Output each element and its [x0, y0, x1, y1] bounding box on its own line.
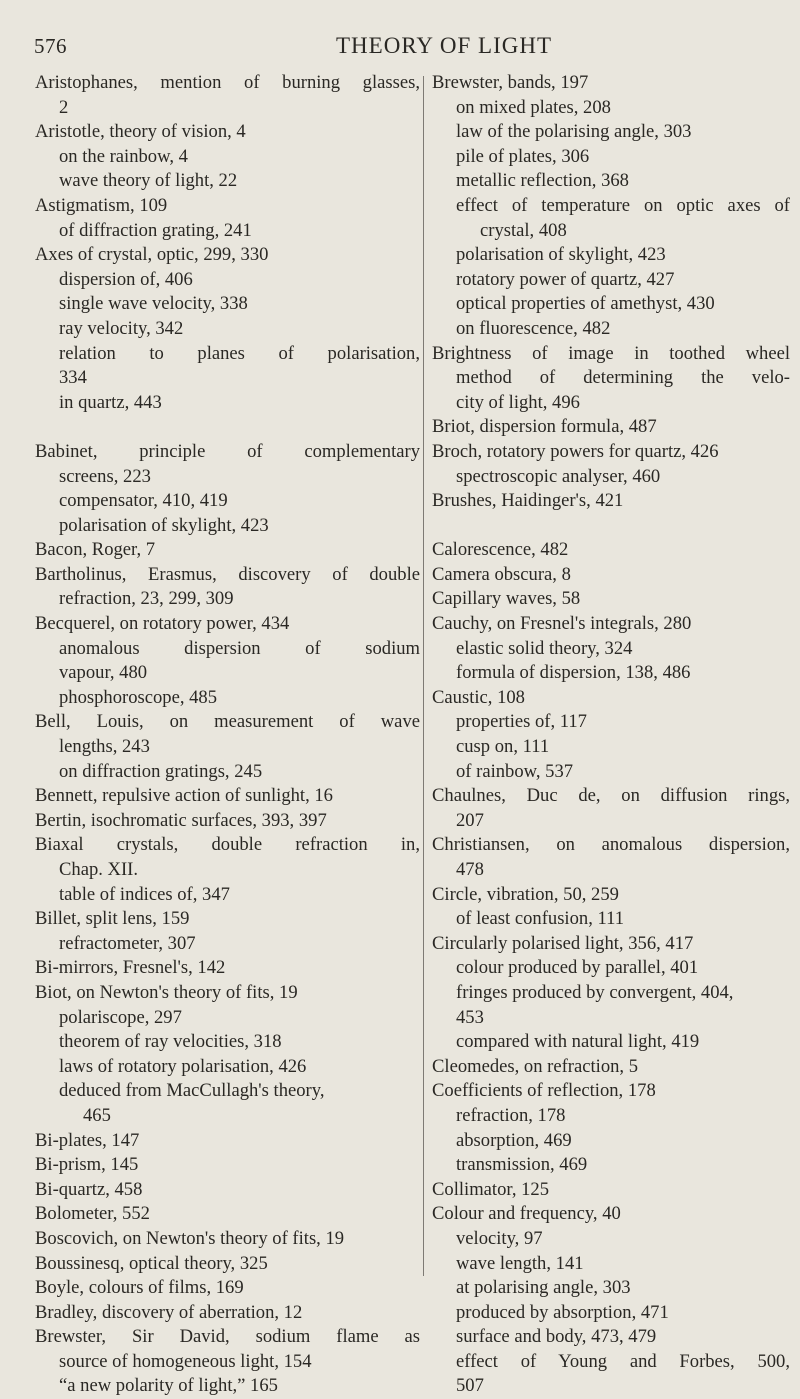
index-entry: Boscovich, on Newton's theory of fits, 19: [35, 1227, 345, 1249]
index-subentry: screens, 223: [59, 465, 151, 487]
index-subentry: at polarising angle, 303: [456, 1277, 631, 1299]
index-entry: Bi-mirrors, Fresnel's, 142: [35, 957, 226, 979]
index-entry: Calorescence, 482: [432, 539, 569, 561]
index-column-right: [432, 71, 790, 1399]
index-subentry: produced by absorption, 471: [456, 1301, 669, 1323]
index-subentry: method of determining the velo-: [456, 367, 790, 389]
index-entry: Coefficients of reflection, 178: [432, 1080, 656, 1102]
index-subentry: anomalous dispersion of sodium: [59, 637, 420, 659]
page-header: [0, 30, 800, 60]
index-subentry: 2: [59, 96, 69, 118]
index-subentry: table of indices of, 347: [59, 883, 230, 905]
index-entry: Bi-quartz, 458: [35, 1178, 143, 1200]
index-subentry: source of homogeneous light, 154: [59, 1350, 312, 1372]
index-subentry: polarisation of skylight, 423: [59, 514, 269, 536]
index-subentry: theorem of ray velocities, 318: [59, 1031, 282, 1053]
index-entry: Circularly polarised light, 356, 417: [432, 932, 694, 954]
index-subentry: optical properties of amethyst, 430: [456, 293, 715, 315]
index-subentry: formula of dispersion, 138, 486: [456, 662, 691, 684]
index-entry: Boyle, colours of films, 169: [35, 1277, 244, 1299]
index-entry: Aristotle, theory of vision, 4: [35, 121, 246, 143]
index-entry: Cleomedes, on refraction, 5: [432, 1055, 639, 1077]
index-subentry: lengths, 243: [59, 736, 150, 758]
index-entry: Boussinesq, optical theory, 325: [35, 1252, 268, 1274]
index-subentry: metallic reflection, 368: [456, 170, 629, 192]
index-entry: Bi-prism, 145: [35, 1154, 139, 1176]
index-subentry: crystal, 408: [480, 219, 567, 241]
index-subentry: compared with natural light, 419: [456, 1031, 700, 1053]
index-entry: Christiansen, on anomalous dispersion,: [432, 834, 790, 856]
index-subentry: of least confusion, 111: [456, 908, 624, 930]
index-subentry: transmission, 469: [456, 1154, 588, 1176]
index-entry: Biot, on Newton's theory of fits, 19: [35, 981, 298, 1003]
index-entry: Brushes, Haidinger's, 421: [432, 490, 624, 512]
index-subentry: law of the polarising angle, 303: [456, 121, 692, 143]
index-subentry: velocity, 97: [456, 1227, 543, 1249]
index-entry: Circle, vibration, 50, 259: [432, 883, 619, 905]
index-subentry: refraction, 178: [456, 1104, 566, 1126]
index-entry: Aristophanes, mention of burning glasses,: [35, 72, 420, 93]
index-subentry: refractometer, 307: [59, 932, 196, 954]
index-subentry: polariscope, 297: [59, 1006, 182, 1028]
index-entry: Camera obscura, 8: [432, 563, 571, 585]
index-subentry: relation to planes of polarisation,: [59, 342, 420, 364]
index-subentry: of rainbow, 537: [456, 760, 574, 782]
page-number: 576: [34, 34, 67, 58]
index-entry: Collimator, 125: [432, 1178, 550, 1200]
index-subentry: Chap. XII.: [59, 859, 139, 880]
index-entry: Brewster, bands, 197: [432, 72, 589, 93]
index-subentry: on mixed plates, 208: [456, 96, 611, 118]
index-subentry: 478: [456, 859, 484, 880]
index-subentry: dispersion of, 406: [59, 268, 193, 290]
index-subentry: spectroscopic analyser, 460: [456, 465, 661, 487]
index-subentry: 507: [456, 1375, 484, 1397]
index-subentry: on diffraction gratings, 245: [59, 760, 263, 782]
index-subentry: “a new polarity of light,” 165: [59, 1375, 278, 1397]
index-entry: Bell, Louis, on measurement of wave: [35, 711, 420, 733]
index-subentry: compensator, 410, 419: [59, 490, 228, 512]
index-entry: Babinet, principle of complementary: [35, 440, 420, 462]
index-entry: Biaxal crystals, double refraction in,: [35, 834, 420, 856]
index-entry: Broch, rotatory powers for quartz, 426: [432, 440, 719, 462]
index-subentry: 334: [59, 367, 87, 389]
index-subentry: 465: [83, 1104, 111, 1126]
index-subentry: laws of rotatory polarisation, 426: [59, 1055, 307, 1077]
index-subentry: refraction, 23, 299, 309: [59, 588, 234, 610]
index-subentry: pile of plates, 306: [456, 145, 590, 167]
index-entry: Bolometer, 552: [35, 1203, 150, 1225]
index-subentry: properties of, 117: [456, 711, 587, 733]
index-subentry: polarisation of skylight, 423: [456, 244, 666, 266]
index-entry: Caustic, 108: [432, 686, 525, 708]
index-subentry: surface and body, 473, 479: [456, 1326, 657, 1348]
index-entry: Brightness of image in toothed wheel: [432, 342, 790, 364]
index-subentry: fringes produced by convergent, 404,: [456, 981, 734, 1003]
index-subentry: elastic solid theory, 324: [456, 637, 633, 659]
index-entry: Colour and frequency, 40: [432, 1203, 621, 1225]
index-subentry: 207: [456, 809, 484, 831]
index-entry: Cauchy, on Fresnel's integrals, 280: [432, 613, 692, 635]
index-subentry: ray velocity, 342: [59, 317, 184, 339]
index-entry: Axes of crystal, optic, 299, 330: [35, 244, 269, 266]
index-subentry: wave theory of light, 22: [59, 170, 238, 192]
index-subentry: single wave velocity, 338: [59, 293, 248, 315]
index-entry: Bacon, Roger, 7: [35, 539, 156, 561]
index-subentry: wave length, 141: [456, 1252, 584, 1274]
column-divider: [423, 76, 424, 1276]
index-entry: Billet, split lens, 159: [35, 908, 190, 930]
index-subentry: effect of temperature on optic axes of: [456, 194, 790, 216]
index-entry: Becquerel, on rotatory power, 434: [35, 613, 290, 635]
index-subentry: on the rainbow, 4: [59, 145, 188, 167]
index-entry: Brewster, Sir David, sodium flame as: [35, 1326, 420, 1348]
index-subentry: absorption, 469: [456, 1129, 572, 1151]
index-entry: Bradley, discovery of aberration, 12: [35, 1301, 303, 1323]
index-subentry: deduced from MacCullagh's theory,: [59, 1080, 325, 1102]
section-gap: [432, 514, 790, 539]
index-subentry: rotatory power of quartz, 427: [456, 268, 675, 290]
index-subentry: 453: [456, 1006, 484, 1028]
index-entry: Capillary waves, 58: [432, 588, 581, 610]
index-entry: Bennett, repulsive action of sunlight, 16: [35, 785, 333, 807]
index-column-left: [35, 71, 420, 1399]
index-entry: Chaulnes, Duc de, on diffusion rings,: [432, 785, 790, 807]
index-entry: Astigmatism, 109: [35, 194, 168, 216]
index-subentry: effect of Young and Forbes, 500,: [456, 1350, 790, 1372]
index-subentry: cusp on, 111: [456, 736, 550, 758]
index-entry: Bertin, isochromatic surfaces, 393, 397: [35, 809, 327, 831]
index-entry: Briot, dispersion formula, 487: [432, 416, 657, 438]
index-subentry: colour produced by parallel, 401: [456, 957, 699, 979]
index-entry: Bi-plates, 147: [35, 1129, 140, 1151]
index-subentry: phosphoroscope, 485: [59, 686, 218, 708]
index-subentry: of diffraction grating, 241: [59, 219, 252, 241]
index-subentry: city of light, 496: [456, 391, 580, 413]
index-entry: Bartholinus, Erasmus, discovery of double: [35, 563, 420, 585]
index-subentry: in quartz, 443: [59, 391, 162, 413]
running-title: THEORY OF LIGHT: [336, 33, 553, 58]
index-subentry: vapour, 480: [59, 662, 148, 684]
section-gap: [35, 415, 420, 440]
index-subentry: on fluorescence, 482: [456, 317, 611, 339]
